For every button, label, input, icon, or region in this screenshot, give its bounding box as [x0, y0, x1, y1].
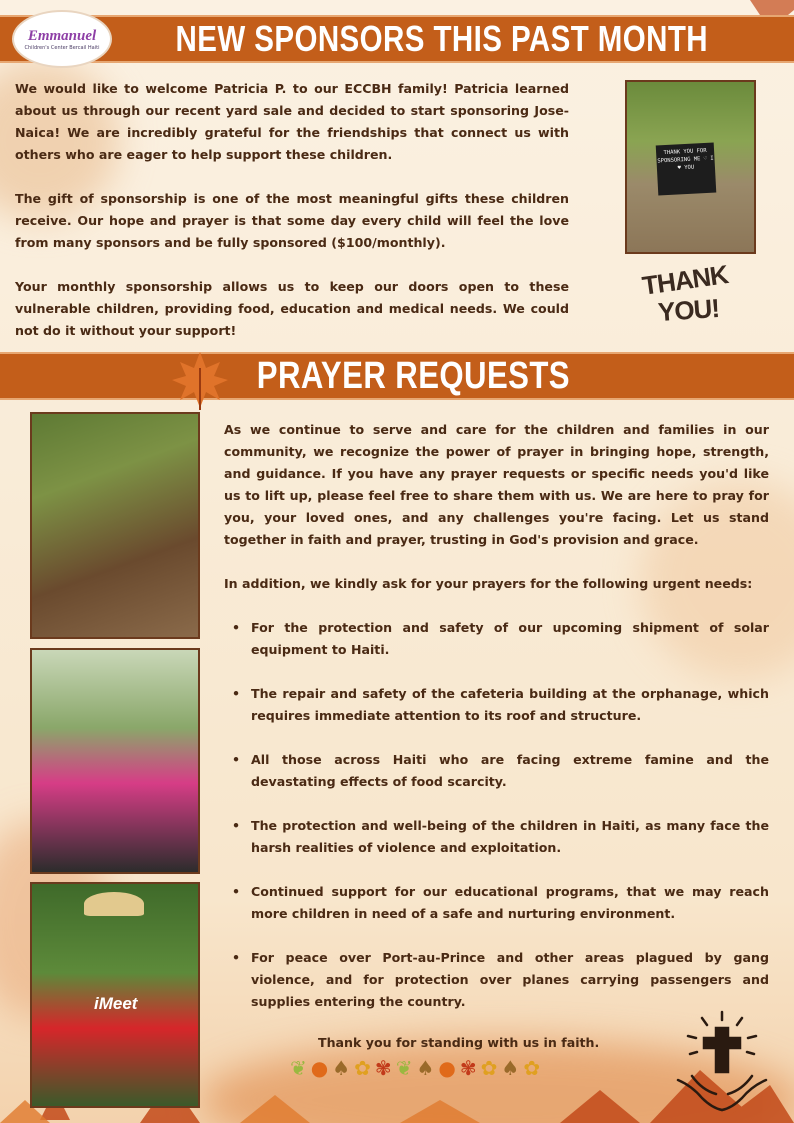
thank-word: THANK — [640, 259, 730, 301]
prayer-ask: In addition, we kindly ask for your prayers for the following urgent needs: — [224, 576, 753, 591]
autumn-garland — [290, 1056, 540, 1086]
pumpkin-icon: ● — [310, 1056, 329, 1080]
photo-child-thank-you-sign — [625, 80, 756, 254]
photo-two-girls-smiling — [30, 648, 200, 874]
sponsors-paragraph-3: Your monthly sponsorship allows us to keep our doors open to these vulnerable children, providing food, education and medical needs. We could not do it without your support! — [15, 279, 569, 338]
prayer-banner — [0, 352, 794, 400]
prayer-needs-list — [224, 617, 769, 1035]
sponsors-banner — [0, 15, 794, 63]
prayer-intro: As we continue to serve and care for the children and families in our community, we recognize the power of prayer in bringing hope, strength, and guidance. If you have any prayer requests or specific needs you'd like us to lift up, please feel free to share them with us. We are here to pray for you, your loved ones, and any challenges you're facing. Let us stand together in faith and prayer, trusting in God's provision and grace. — [224, 422, 769, 547]
acorn-icon: ♠ — [332, 1056, 351, 1080]
leaf-icon: ✿ — [523, 1056, 541, 1080]
sponsors-title: NEW SPONSORS THIS PAST MONTH — [175, 18, 709, 59]
you-word: YOU! — [656, 292, 720, 328]
prayer-title: PRAYER REQUESTS — [256, 354, 571, 397]
straw-hat — [84, 892, 144, 916]
pumpkin-icon: ● — [438, 1056, 456, 1080]
acorn-icon: ♠ — [501, 1056, 520, 1080]
list-item: • The repair and safety of the cafeteria building at the orphanage, which requires immediate attention to its roof and structure. — [224, 683, 769, 727]
list-item: • The protection and well-being of the children in Haiti, as many face the harsh realities of violence and exploitation. — [224, 815, 769, 859]
leaf-icon: ✾ — [374, 1056, 392, 1080]
photo-child-with-tree — [30, 412, 200, 639]
jersey-logo: iMeet — [94, 994, 138, 1013]
sponsors-paragraph-1: We would like to welcome Patricia P. to our ECCBH family! Patricia learned about us through our recent yard sale and decided to start sponsoring Jose-Naica! We are incredibly grateful for the friendships that connect us with others who are eager to help support these children. — [15, 81, 569, 162]
cross-praying-hands-icon — [672, 1010, 772, 1118]
thank-you-lettering — [636, 259, 736, 335]
emmanuel-logo — [12, 10, 112, 68]
leaf-icon: ❦ — [290, 1056, 307, 1080]
list-item: • Continued support for our educational programs, that we may reach more children in need of a safe and nurturing environment. — [224, 881, 769, 925]
sponsors-paragraph-2: The gift of sponsorship is one of the most meaningful gifts these children receive. Our hope and prayer is that some day every child will feel the love from many sponsors and be fully sponsored ($100/monthly). — [15, 191, 569, 250]
logo-brand: Emmanuel — [27, 27, 97, 44]
list-item: • For the protection and safety of our upcoming shipment of solar equipment to Haiti. — [224, 617, 769, 661]
closing-line: Thank you for standing with us in faith. — [318, 1035, 600, 1050]
list-item: • All those across Haiti who are facing extreme famine and the devastating effects of food scarcity. — [224, 749, 769, 793]
acorn-icon: ♠ — [416, 1056, 435, 1080]
photo-boy-in-red-jersey — [30, 882, 200, 1108]
logo-tagline: Children's Center Bercail Haiti — [24, 44, 100, 51]
maple-leaf-icon — [168, 348, 232, 412]
leaf-icon: ✿ — [480, 1056, 498, 1080]
leaf-icon: ❦ — [395, 1056, 413, 1080]
thank-you-sign: THANK YOU FOR SPONSORING ME ♡ I ♥ YOU — [656, 143, 717, 196]
leaf-icon: ✾ — [459, 1056, 477, 1080]
list-item: • For peace over Port-au-Prince and other areas plagued by gang violence, and for protection over planes carrying passengers and supplies entering the country. — [224, 947, 769, 1013]
leaf-icon: ✿ — [354, 1056, 371, 1080]
